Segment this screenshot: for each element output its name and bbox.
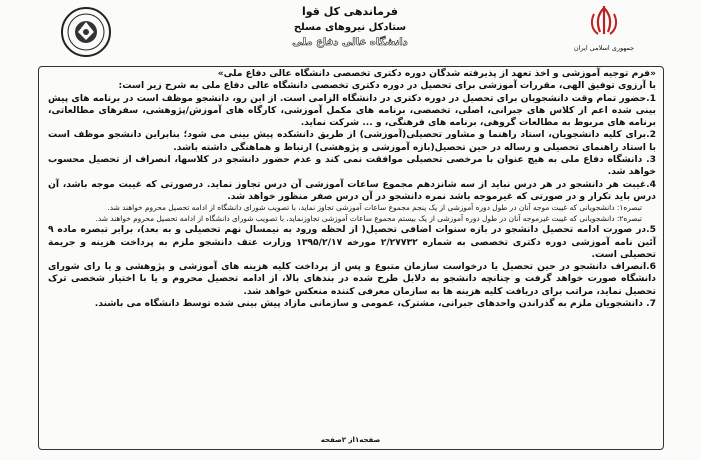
rule-item-6: 6.انصراف دانشجو در حین تحصیل یا درخواست سازمان متبوع و پس از پرداخت کلیه هزینه های آموزشی و پژوهشی و یا رای شورای دانشگاه صورت خواهد گرفت و چنانچه دانشجو به دلایل طرح شده در بندهای بالا، از ادامه تحصیل محروم و یا با اختیار شخصی ترک تحصیل نماید، مراتب برای دریافت کلیه هزینه ها به سازمان معرفی کننده منعکس خواهد شد. [48,261,656,297]
rule-item-2: 2.برای کلیه دانشجویان، استاد راهنما و مشاور تحصیلی(آموزشی) از طریق دانشکده پیش بینی می شود؛ بنابراین دانشجو موظف است با استاد راهنمای تحصیلی و رساله در حین تحصیل(بازه آموزشی و پژوهشی) ارتباط و هماهنگی داشته باشد. [48,129,656,153]
page-number: صفحه۱از ۲صفحه [320,436,381,444]
iran-emblem-icon [567,4,641,62]
intro-paragraph: با آرزوی توفیق الهی، مقررات آموزشی برای تحصیل در دوره دکتری تخصصی دانشگاه عالی دفاع ملی به شرح زیر است: [118,80,656,92]
rule-item-5: 5.در صورت ادامه تحصیل دانشجو در بازه سنوات اضافی تحصیل( از لحظه ورود به نیمسال نهم تحصیلی و به بعد)، برابر تبصره ماده ۹ آئین نامه آموزشی دوره دکتری تخصصی به شماره ۲/۲۷۷۳۲ مورخه ۱۳۹۵/۲/۱۷ وزارت عتف دانشجو ملزم به پرداخت هزینه و جریمة تحصیلی است. [48,224,657,260]
rule-item-4: 4.غیبت هر دانشجو در هر درس نباید از سه شانزدهم مجموع ساعات آموزشی آن درس تجاوز نماید. درصورتی که غیبت موجه باشد، آن درس باید تکرار و در صورتی که غیرموجه باشد نمره دانشجو در آن درس صفر منظور خواهد شد. [48,178,656,202]
note-1: تبصره۱: دانشجویانی که غیبت موجه آنان در طول دوره آموزشی از یک پنجم مجموع ساعات آموزشی تجاوز نماید، با تصویب شورای دانشگاه از ادامه تحصیل محروم خواهند شد. [107,203,642,213]
rule-item-1: 1.حضور تمام وقت دانشجویان برای تحصیل در دوره دکتری در دانشگاه الزامی است. از این رو، دانشجو موظف است در برنامه های پیش بینی شده اعم از کلاس های جبرانی، اصلی، تخصصی، برنامه های مکمل آموزشی، کارگاه های آموزش/پژوهشی، سفرهای مطالعاتی، برنامه های مربوط به مطالعات گروهی، برنامه های فرهنگی، و ... شرکت نماید. [48,92,656,129]
rule-item-3: 3. دانشگاه دفاع ملی به هیچ عنوان با مرخصی تحصیلی موافقت نمی کند و عدم حضور دانشجو در کلاسها، انصراف از تحصیل محسوب خواهد شد. [48,154,656,178]
header-line-3: دانشگاه عالی دفاع ملی [292,37,408,48]
header-line-2: ستادکل نیروهای مسلح [293,22,407,33]
header-line-1: فرماندهی کل قوا [302,5,398,18]
emblem-caption: جمهوری اسلامی ایران [573,44,635,52]
document-body [48,68,656,310]
letterhead-title [230,4,470,50]
document-title: «فرم توجیه آموزشی و اخذ تعهد از پذیرفته شدگان دوره دکتری تخصصی دانشگاه عالی دفاع ملی» [217,68,656,79]
military-seal-icon [60,6,112,58]
letterhead [0,0,701,62]
rule-item-7: 7. دانشجویان ملزم به گذراندن واحدهای جبرانی، مشترک، عمومی و سازمانی مازاد پیش بینی شده توسط دانشگاه می باشند. [94,298,656,310]
note-2: تبصره۲: دانشجویانی که غیبت غیرموجه آنان در طول دوره آموزشی از یک بیستم مجموع ساعات آموزشی تجاوزنماید، با تصویب شورای دانشگاه از ادامه تحصیل محروم خواهند شد. [95,213,642,223]
